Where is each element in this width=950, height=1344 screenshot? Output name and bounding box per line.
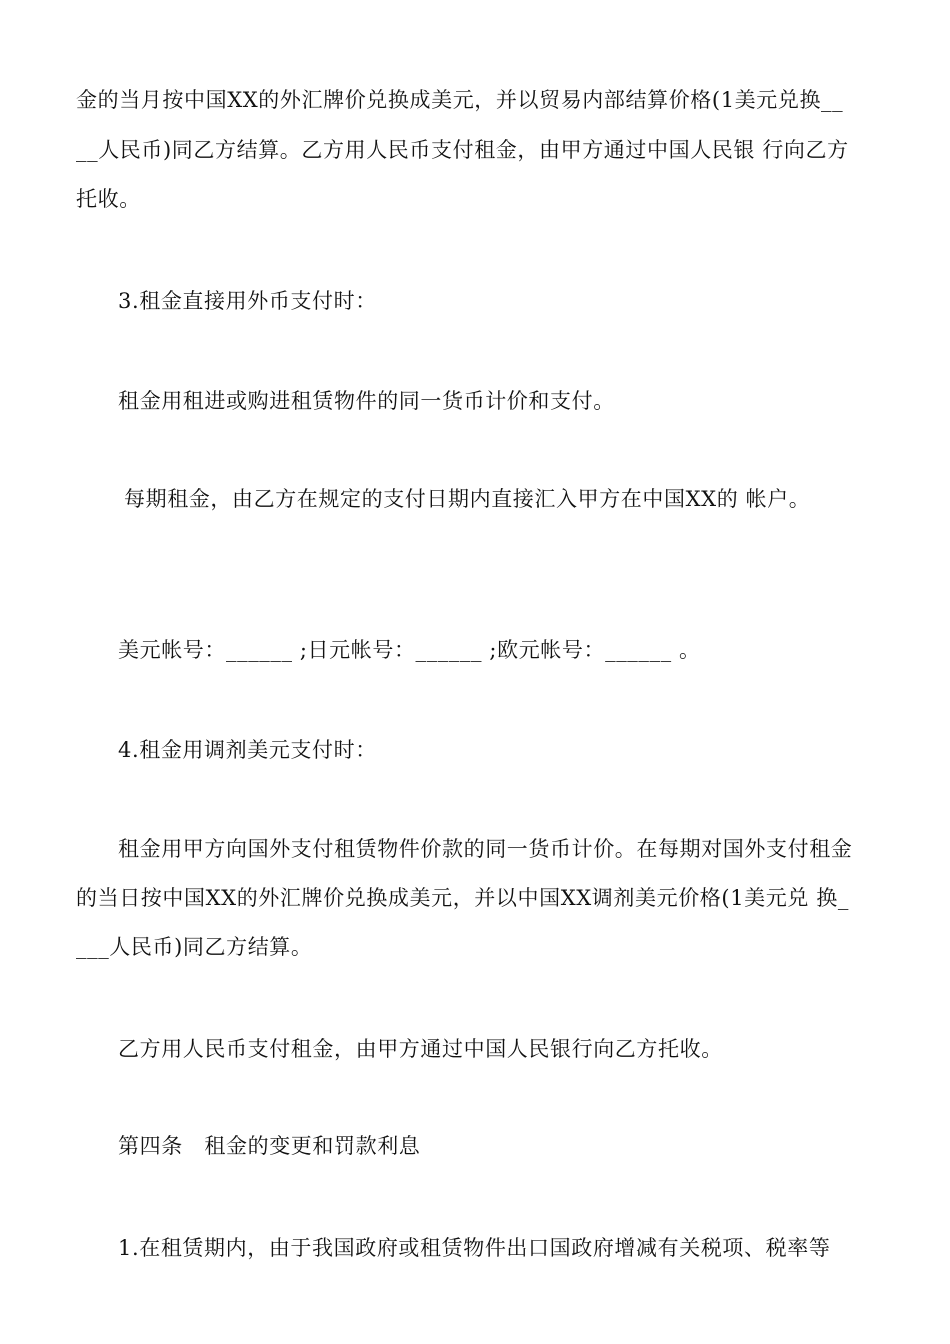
section-heading: 3.租金直接用外币支付时： bbox=[118, 289, 377, 313]
paragraph-line: 的当日按中国XX的外汇牌价兑换成美元，并以中国XX调剂美元价格(1美元兑 换_ bbox=[76, 886, 849, 910]
section-heading: 4.租金用调剂美元支付时： bbox=[118, 738, 377, 762]
paragraph-line: 租金用甲方向国外支付租赁物件价款的同一货币计价。在每期对国外支付租金 bbox=[118, 837, 853, 861]
paragraph-line: 1.在租赁期内，由于我国政府或租赁物件出口国政府增减有关税项、税率等 bbox=[118, 1236, 831, 1260]
paragraph-line: 托收。 bbox=[76, 187, 141, 211]
paragraph-line: 每期租金，由乙方在规定的支付日期内直接汇入甲方在中国XX的 帐户。 bbox=[124, 487, 811, 511]
paragraph-line: 金的当月按中国XX的外汇牌价兑换成美元，并以贸易内部结算价格(1美元兑换__ bbox=[76, 88, 844, 112]
paragraph-line: 乙方用人民币支付租金，由甲方通过中国人民银行向乙方托收。 bbox=[118, 1037, 723, 1061]
article-heading: 第四条 租金的变更和罚款利息 bbox=[118, 1134, 421, 1158]
paragraph-line: __人民币)同乙方结算。乙方用人民币支付租金，由甲方通过中国人民银 行向乙方 bbox=[76, 138, 849, 162]
paragraph-line: 租金用租进或购进租赁物件的同一货币计价和支付。 bbox=[118, 389, 615, 413]
paragraph-line: ___人民币)同乙方结算。 bbox=[76, 935, 313, 959]
account-numbers-line: 美元帐号：______ ;日元帐号：______ ;欧元帐号：______ 。 bbox=[118, 638, 701, 662]
